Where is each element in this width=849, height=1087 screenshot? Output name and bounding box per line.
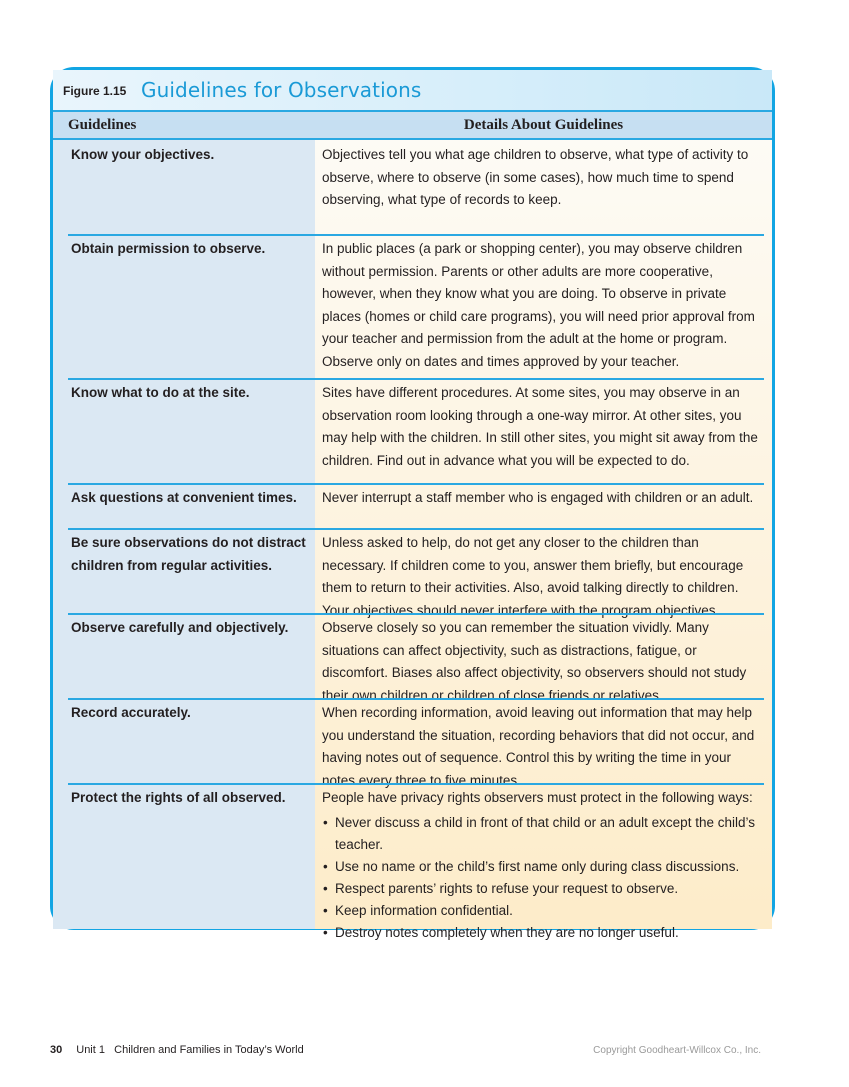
bullet-item xyxy=(322,878,764,900)
table-row xyxy=(53,613,772,703)
details-intro: People have privacy rights observers must protect in the following ways: xyxy=(322,790,753,805)
figure-title-band xyxy=(53,70,772,112)
bullet-text: Never discuss a child in front of that child or an adult except the child’s teacher. xyxy=(335,814,755,852)
details-cell: Unless asked to help, do not get any closer to the children than necessary. If children come to you, answer them briefly, but encourage them to return to their activities. Also, avoid talking directly to children. Your objectives should never interfere with the program objectives. xyxy=(322,535,744,618)
details-cell: Never interrupt a staff member who is engaged with children or an adult. xyxy=(322,490,754,505)
table-body xyxy=(53,140,772,940)
details-cell: Sites have different procedures. At some sites, you may observe in an observation room looking through a one-way mirror. At other sites, you may help with the children. In still other sites, you might sit away from the children. Find out in advance what you will be expected to do. xyxy=(322,385,758,468)
guideline-cell: Ask questions at convenient times. xyxy=(71,490,297,505)
page-number: 30 xyxy=(50,1044,63,1056)
figure-label: Figure 1.15 xyxy=(63,84,127,98)
guideline-cell: Be sure observations do not distract children from regular activities. xyxy=(71,535,306,573)
bullet-item xyxy=(322,812,764,856)
details-cell: When recording information, avoid leaving out information that may help you understand the situation, recording behaviors that did not occur, and having notes out of sequence. Control this by writing the time in your notes every three to five minutes. xyxy=(322,705,755,788)
guideline-cell: Record accurately. xyxy=(71,705,191,720)
guideline-cell: Know what to do at the site. xyxy=(71,385,250,400)
bullet-icon: • xyxy=(323,858,328,874)
table-row xyxy=(53,698,772,788)
bullet-text: Use no name or the child’s first name only during class discussions. xyxy=(335,858,740,874)
details-cell: In public places (a park or shopping center), you may observe children without permission. Parents or other adults are more cooperative, however, when they know what you are doing. To observe in private places (homes or child care programs), you will need prior approval from your teacher and permission from the adult at the home or program. Observe only on dates and times approved by your teacher. xyxy=(322,241,755,369)
guideline-cell: Protect the rights of all observed. xyxy=(71,790,286,805)
table-row xyxy=(53,234,772,378)
bullet-icon: • xyxy=(323,902,328,918)
details-cell: Objectives tell you what age children to observe, what type of activity to observe, where to observe (in some cases), how much time to spend observing, what type of records to keep. xyxy=(322,147,749,207)
bullet-text: Respect parents’ rights to refuse your request to observe. xyxy=(335,880,679,896)
unit-title: Unit 1 Children and Families in Today’s World xyxy=(76,1044,304,1056)
details-cell xyxy=(315,783,772,959)
bullet-item xyxy=(322,922,764,944)
column-header-guidelines: Guidelines xyxy=(68,117,137,133)
table-row xyxy=(53,783,772,959)
table-rows xyxy=(53,140,772,959)
table-row xyxy=(53,378,772,483)
table-header-row xyxy=(53,112,772,140)
page-footer-left xyxy=(50,1044,304,1056)
table-row xyxy=(53,483,772,528)
bullet-text: Keep information confidential. xyxy=(335,902,513,918)
guideline-cell: Obtain permission to observe. xyxy=(71,241,266,256)
column-header-details: Details About Guidelines xyxy=(463,117,624,133)
bullet-text: Destroy notes completely when they are no longer useful. xyxy=(335,924,679,940)
bullet-icon: • xyxy=(323,814,328,830)
guideline-cell: Observe carefully and objectively. xyxy=(71,620,289,635)
table-row xyxy=(53,140,772,234)
details-cell: Observe closely so you can remember the situation vividly. Many situations can affect objectivity, such as distractions, fatigue, or discomfort. Biases also affect objectivity, so observers should not study their own children or children of close friends or relatives. xyxy=(322,620,747,703)
bullet-icon: • xyxy=(323,924,328,940)
table-row xyxy=(53,528,772,618)
figure-guidelines-for-observations xyxy=(50,67,775,940)
guideline-cell: Know your objectives. xyxy=(71,147,215,162)
figure-title: Guidelines for Observations xyxy=(141,78,422,102)
bullet-item xyxy=(322,900,764,922)
bullet-icon: • xyxy=(323,880,328,896)
bullet-item xyxy=(322,856,764,878)
copyright-notice: Copyright Goodheart-Willcox Co., Inc. xyxy=(593,1045,761,1056)
privacy-bullet-list xyxy=(322,812,764,944)
